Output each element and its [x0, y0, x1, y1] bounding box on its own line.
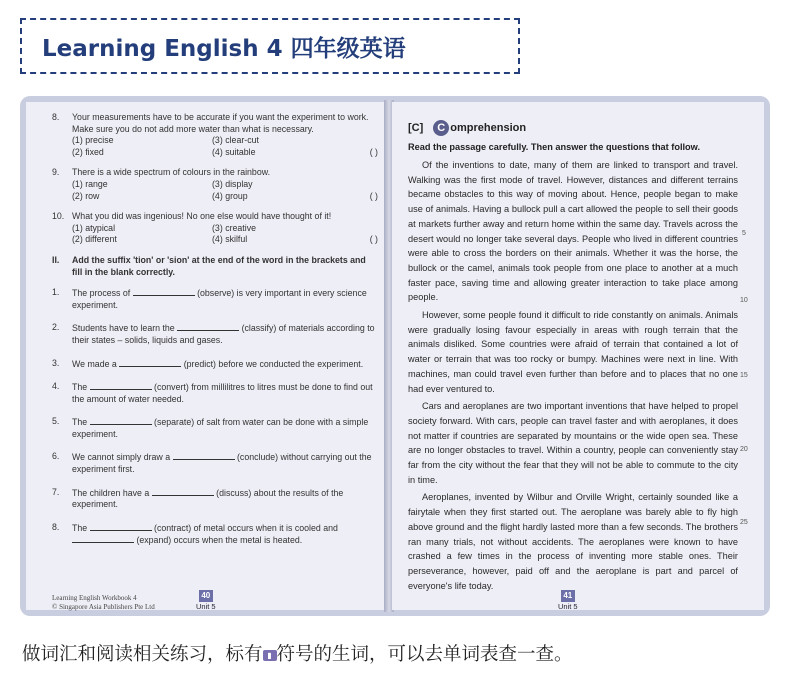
question-text: The — [72, 522, 90, 533]
passage — [408, 158, 738, 593]
answer-option: (3) display — [212, 178, 253, 189]
answer-option: (2) fixed — [72, 146, 104, 157]
fill-question — [52, 381, 378, 405]
fill-question — [52, 287, 378, 311]
question-text: (classify) of materials according to their states – solids, liquids and gases. — [72, 323, 375, 345]
unit-label: Unit 5 — [558, 602, 578, 611]
passage-instruction: Read the passage carefully. Then answer the questions that follow. — [408, 142, 701, 152]
comprehension-c-icon: C — [433, 120, 449, 136]
answer-option: (2) different — [72, 234, 117, 245]
unit-label: Unit 5 — [196, 602, 216, 611]
answer-option: (1) precise — [72, 135, 114, 146]
answer-option: (3) creative — [212, 222, 256, 233]
page-number: 41 — [561, 590, 575, 602]
question-number: 10. — [52, 211, 65, 222]
line-number: 15 — [740, 372, 748, 379]
question-number: 9. — [52, 167, 60, 178]
comprehension-heading — [408, 120, 738, 136]
question-text: We cannot simply draw a — [72, 452, 173, 463]
section-number: II. — [52, 254, 60, 265]
answer-bracket: ( ) — [369, 146, 378, 157]
answer-option: (2) row — [72, 190, 100, 201]
question-number: 4. — [52, 381, 60, 392]
question-number: 6. — [52, 451, 60, 462]
answer-blank[interactable] — [90, 381, 152, 390]
answer-blank[interactable] — [133, 287, 195, 296]
question-text: (discuss) about the results of the experiment. — [72, 487, 344, 510]
question-text: The process of — [72, 288, 133, 299]
question-text: (separate) of salt from water can be done with a simple experiment. — [72, 417, 369, 439]
line-number: 5 — [742, 230, 746, 237]
footer-copyright: © Singapore Asia Publishers Pte Ltd — [52, 603, 155, 611]
section-two-heading — [52, 255, 378, 278]
question-text: (expand) occurs when the metal is heated. — [134, 535, 303, 546]
fill-question — [52, 358, 378, 371]
caption-text-after: 符号的生词，可以去单词表查一查。 — [276, 644, 573, 665]
question-text: (observe) is very important in every science experiment. — [72, 288, 367, 310]
banner-title: Learning English 4 四年级英语 — [42, 35, 406, 62]
right-page — [392, 102, 764, 610]
caption-text-before: 做词汇和阅读相关练习，标有 — [22, 644, 263, 665]
question-text: The — [72, 382, 90, 393]
question-number: 5. — [52, 416, 60, 427]
right-page-number — [558, 590, 578, 611]
answer-blank[interactable] — [173, 451, 235, 460]
book-icon: ▮ — [263, 650, 277, 661]
left-page-number — [196, 590, 216, 611]
question-number: 3. — [52, 357, 60, 368]
answer-blank[interactable] — [119, 358, 181, 367]
comprehension-title: omprehension — [450, 122, 527, 134]
question-number: 2. — [52, 322, 60, 333]
vocab-section — [52, 112, 378, 246]
line-number: 10 — [740, 297, 748, 304]
vocab-question — [52, 112, 378, 158]
question-text: The — [72, 417, 90, 428]
line-number: 25 — [740, 519, 748, 526]
caption — [22, 640, 573, 666]
answer-blank[interactable] — [90, 522, 152, 531]
passage-paragraph: However, some people found it difficult to ride constantly on animals. Animals were gradually losing favour especially in areas with rough terrain that the animals disliked. Some countries were afraid of terrain that contained a lot of water or terrain that was too rocky or bumpy. Machines were next in line. With machines, man could travel even further than before and to places that no one had ever ventured to. — [408, 310, 738, 394]
fill-question — [52, 451, 378, 475]
fill-question — [52, 487, 378, 511]
answer-option — [352, 179, 378, 191]
question-number: 1. — [52, 287, 60, 298]
passage-paragraph: Of the inventions to date, many of them are linked to transport and travel. Walking was the first mode of travel. However, distances and different terrains became obstacles to this way of moving about. Hence, people began to make use of animals. Having a bullock pull a cart allowed the people to sell their goods at markets further away and return home within the same day. Travels across the desert would no longer take several days. People who lived in different countries were able to cross the borders on their animals. Whether it was the horse, the bullock or the camel, animals took people from one place to another at a much faster pace, saving time and allowing greater interaction to take place among people. — [408, 160, 738, 303]
fill-question — [52, 522, 378, 547]
fill-question — [52, 322, 378, 346]
question-text: We made a — [72, 358, 120, 369]
answer-option: (3) clear-cut — [212, 135, 259, 146]
answer-blank[interactable] — [90, 416, 152, 425]
answer-options — [72, 179, 378, 202]
question-number: 8. — [52, 112, 60, 122]
banner — [20, 18, 520, 74]
answer-blank[interactable] — [152, 487, 214, 496]
vocab-question — [52, 167, 378, 202]
fill-question — [52, 416, 378, 440]
line-number: 20 — [740, 446, 748, 453]
answer-blank[interactable] — [177, 322, 239, 331]
question-text: What you did was ingenious! No one else would have thought of it! — [72, 211, 332, 222]
answer-option: (1) range — [72, 178, 108, 189]
answer-option: (4) group — [212, 190, 248, 201]
answer-options — [72, 135, 378, 158]
question-text: Students have to learn the — [72, 323, 178, 334]
answer-blank[interactable] — [72, 534, 134, 543]
left-footer — [52, 594, 155, 612]
left-page — [26, 102, 386, 610]
passage-paragraph: Cars and aeroplanes are two important inventions that have helped to propel society forward. With cars, people can travel faster and with aeroplanes, it does not matter if countries are separated by mountains or the wide open sea. These are no longer obstacles to travel. Within a country, people can conveniently stay far from the city without the fear that they will not be able to commute to the city in time. — [408, 401, 738, 485]
passage-paragraph: Aeroplanes, invented by Wilbur and Orville Wright, certainly sounded like a fairytale when they first started out. The aeroplane was barely able to fly high above ground and the flight hardly lasted more than a few seconds. The brothers ran many trials, not without accidents. The aeroplanes were known to have crashed a few times in the process of inventing more stable ones. Their perseverance, however, paid off and the aeroplane is part and parcel of everyone's life today. — [408, 492, 738, 591]
question-number: 7. — [52, 486, 60, 497]
answer-option: (4) suitable — [212, 146, 256, 157]
answer-bracket: ( ) — [369, 234, 378, 245]
section-tag: [C] — [408, 122, 424, 134]
answer-option — [352, 223, 378, 235]
footer-book-title: Learning English Workbook 4 — [52, 594, 137, 602]
vocab-question — [52, 211, 378, 246]
question-text: (conclude) without carrying out the experiment first. — [72, 452, 372, 475]
fill-in-section — [52, 287, 378, 547]
question-text: (predict) before we conducted the experiment. — [181, 358, 364, 369]
question-number: 8. — [52, 521, 60, 532]
page-number: 40 — [199, 590, 213, 602]
question-text: Your measurements have to be accurate if you want the experiment to work. Make sure you do not add more water than what is necessary. — [72, 112, 369, 134]
question-text: The children have a — [72, 487, 152, 498]
answer-option: (1) atypical — [72, 222, 116, 233]
answer-option — [352, 135, 378, 147]
section-instruction: Add the suffix 'tion' or 'sion' at the end of the word in the brackets and fill in the blank correctly. — [72, 254, 366, 277]
question-text: (convert) from millilitres to litres must be done to find out the amount of water needed. — [72, 382, 373, 404]
answer-bracket: ( ) — [369, 190, 378, 201]
question-text: There is a wide spectrum of colours in the rainbow. — [72, 167, 271, 178]
question-text: (contract) of metal occurs when it is cooled and — [151, 522, 338, 533]
answer-option: (4) skilful — [212, 234, 248, 245]
answer-options — [72, 223, 378, 246]
